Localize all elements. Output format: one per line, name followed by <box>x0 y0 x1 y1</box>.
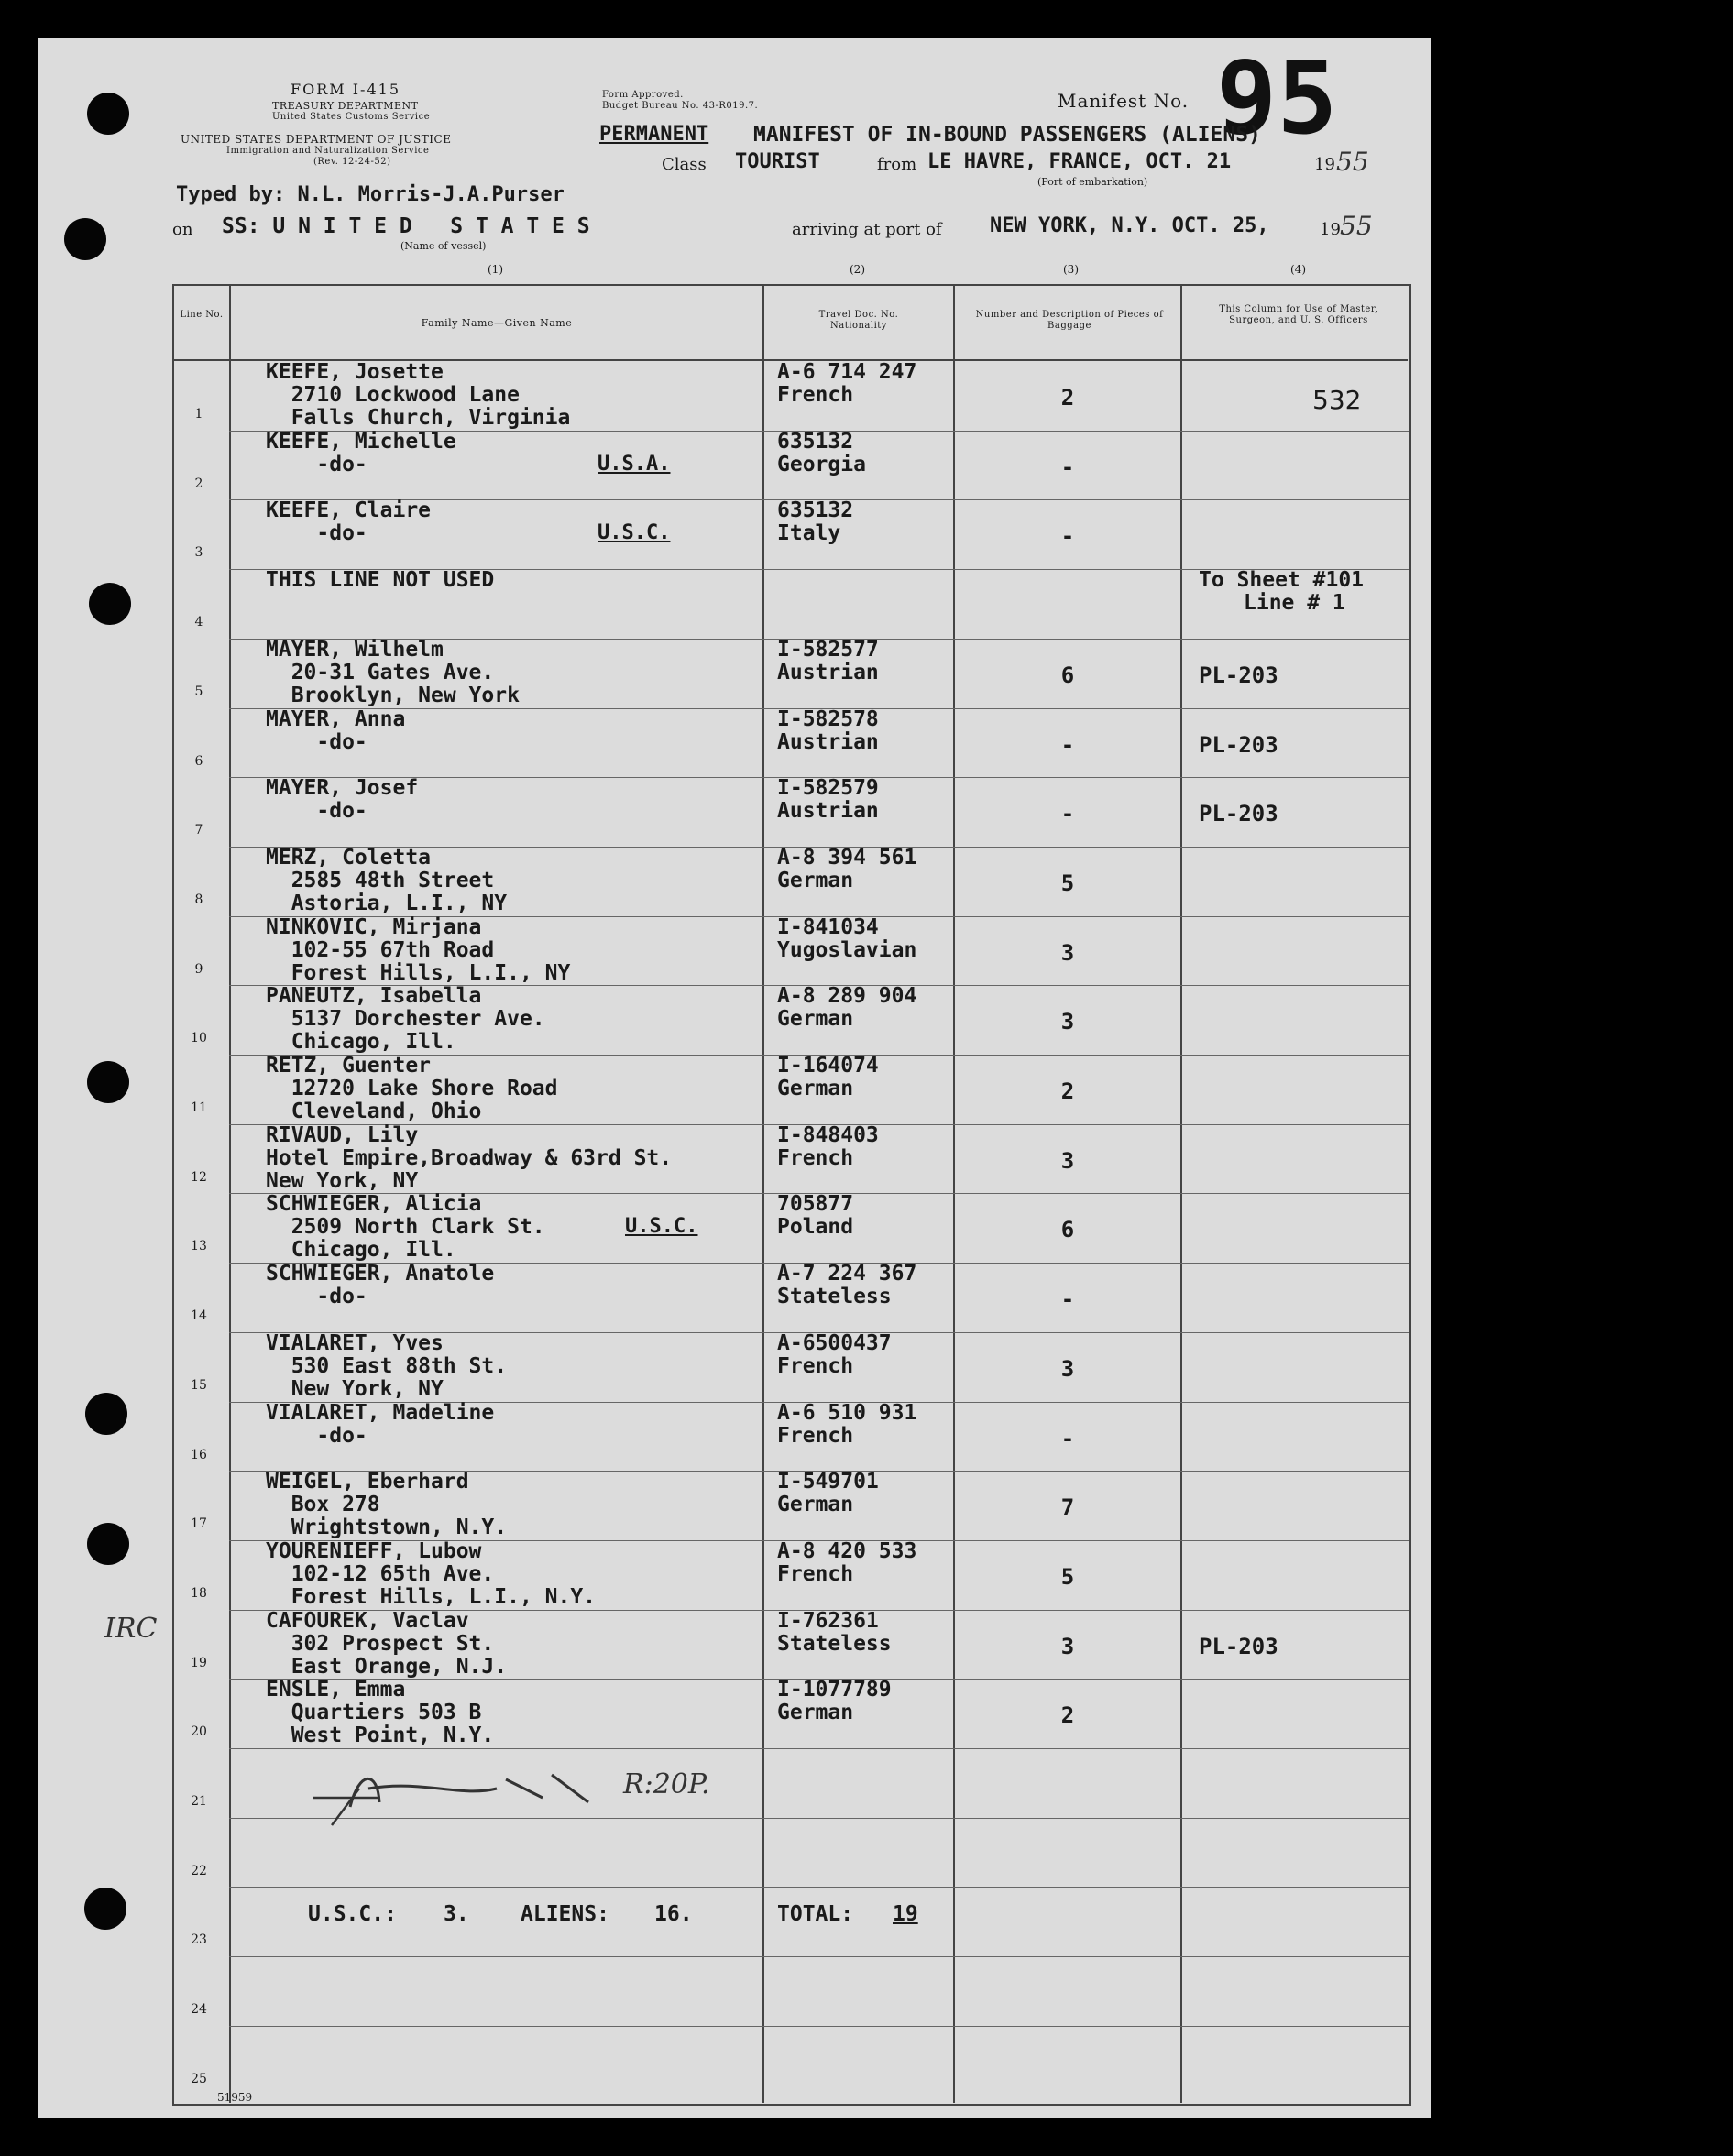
from-year: 55 <box>1336 147 1369 177</box>
manifest-sheet <box>38 38 1431 2118</box>
table-row <box>38 1402 1409 1472</box>
name-line: ENSLE, Emma <box>266 1678 406 1702</box>
name-line: 302 Prospect St. <box>266 1631 495 1656</box>
name-line: West Point, N.Y. <box>266 1724 495 1748</box>
arriving-year-prefix: 19 <box>1320 220 1341 239</box>
travel-doc-number: A-6 510 931 <box>777 1400 917 1425</box>
baggage-count: 7 <box>1060 1494 1075 1521</box>
table-row <box>38 361 1409 431</box>
col-num-1: (1) <box>488 263 503 276</box>
table-row <box>38 1055 1409 1124</box>
name-line: THIS LINE NOT USED <box>266 568 495 593</box>
travel-doc-nationality <box>777 361 916 407</box>
baggage-count: - <box>1060 454 1075 480</box>
baggage-count: - <box>1060 523 1075 550</box>
table-row <box>38 1263 1409 1332</box>
line-number: 18 <box>191 1585 207 1601</box>
line-number: 14 <box>191 1308 207 1324</box>
class-label: Class <box>662 155 707 174</box>
line-number: 2 <box>194 476 203 491</box>
name-line: 530 East 88th St. <box>266 1353 508 1378</box>
baggage-count: 3 <box>1060 1355 1075 1382</box>
margin-note-handwritten: IRC <box>104 1613 158 1645</box>
arriving-value: NEW YORK, N.Y. OCT. 25, <box>990 214 1269 237</box>
binder-hole <box>87 1523 129 1565</box>
table-row <box>38 1887 1409 1956</box>
header-travel-doc: Travel Doc. No. Nationality <box>818 310 899 331</box>
binder-hole <box>89 583 131 625</box>
name-line: Hotel Empire,Broadway & 63rd St. <box>266 1145 673 1170</box>
passenger-name-address <box>266 1332 507 1401</box>
line-number: 7 <box>194 823 203 838</box>
table-row <box>38 1193 1409 1263</box>
table-row <box>38 1956 1409 2026</box>
name-line: MAYER, Josef <box>266 776 419 801</box>
nationality: German <box>777 1493 854 1517</box>
passenger-name-address <box>266 985 545 1054</box>
table-row <box>38 2026 1409 2096</box>
col-num-3: (3) <box>1063 263 1079 276</box>
baggage-count: 2 <box>1060 1078 1075 1104</box>
name-line: KEEFE, Michelle <box>266 429 456 454</box>
passenger-name-address <box>266 639 520 707</box>
dept-treasury: TREASURY DEPARTMENT <box>272 100 419 112</box>
passenger-name-address <box>266 361 570 430</box>
travel-doc-nationality <box>777 847 916 892</box>
passenger-name-address <box>266 1471 507 1539</box>
name-line: 5137 Dorchester Ave. <box>266 1007 545 1032</box>
travel-doc-nationality <box>777 1332 892 1378</box>
header-officers: This Column for Use of Master, Surgeon, and U. S. Officers <box>1219 304 1378 325</box>
nationality: Austrian <box>777 799 879 824</box>
line-number: 3 <box>194 545 203 561</box>
travel-doc-nationality <box>777 1193 853 1239</box>
nationality: Stateless <box>777 1631 892 1656</box>
name-line: East Orange, N.J. <box>266 1654 508 1679</box>
name-line: PANEUTZ, Isabella <box>266 984 482 1009</box>
header-baggage: Number and Description of Pieces of Baggage <box>975 310 1164 331</box>
table-row <box>38 985 1409 1055</box>
officer-note-line4-b: Line # 1 <box>1244 591 1345 615</box>
table-row <box>38 1124 1409 1194</box>
line-number: 20 <box>191 1724 207 1740</box>
name-line: MAYER, Wilhelm <box>266 637 444 662</box>
col-num-4: (4) <box>1290 263 1306 276</box>
name-line: YOURENIEFF, Lubow <box>266 1538 482 1563</box>
name-line: New York, NY <box>266 1376 444 1401</box>
form-approved: Form Approved. <box>602 90 684 100</box>
totals-usc-label: U.S.C.: <box>308 1902 397 1926</box>
travel-doc-nationality <box>777 1540 916 1586</box>
passenger-name-address <box>266 1055 558 1123</box>
travel-doc-nationality <box>777 1679 892 1724</box>
budget-bureau: Budget Bureau No. 43-R019.7. <box>602 101 759 111</box>
line-number: 10 <box>191 1031 207 1046</box>
from-label: from <box>877 155 917 174</box>
name-line: Chicago, Ill. <box>266 1030 456 1055</box>
manifest-title: MANIFEST OF IN-BOUND PASSENGERS (ALIENS) <box>753 123 1261 147</box>
name-line: Forest Hills, L.I., NY <box>266 960 571 985</box>
manifest-no-value: 95 <box>1216 39 1338 157</box>
from-year-prefix: 19 <box>1314 155 1335 174</box>
table-row <box>38 639 1409 708</box>
totals-aliens-value: 16. <box>654 1902 693 1926</box>
form-number: FORM I-415 <box>291 81 400 98</box>
travel-doc-number: A-8 289 904 <box>777 984 917 1009</box>
table-row <box>38 1679 1409 1748</box>
nationality: Austrian <box>777 660 879 684</box>
travel-doc-number: I-582579 <box>777 776 879 801</box>
line-number: 16 <box>191 1447 207 1462</box>
table-row <box>38 777 1409 847</box>
name-line: -do- <box>266 799 367 824</box>
name-line: 2509 North Clark St. <box>266 1215 545 1240</box>
baggage-count: 5 <box>1060 870 1075 896</box>
line-number: 11 <box>191 1100 207 1115</box>
from-value: LE HAVRE, FRANCE, OCT. 21 <box>927 150 1232 173</box>
nationality: Italy <box>777 521 841 546</box>
travel-doc-number: I-762361 <box>777 1608 879 1633</box>
table-row <box>38 1471 1409 1540</box>
line-number: 21 <box>191 1794 207 1809</box>
name-line: 20-31 Gates Ave. <box>266 660 495 684</box>
passenger-name-address <box>266 1610 507 1679</box>
name-line: Astoria, L.I., NY <box>266 891 508 915</box>
line-number: 9 <box>194 961 203 977</box>
header-line-no: Line No. <box>180 310 224 320</box>
name-line: SCHWIEGER, Anatole <box>266 1262 495 1286</box>
nationality: Yugoslavian <box>777 937 917 962</box>
travel-doc-number: I-848403 <box>777 1122 879 1147</box>
travel-doc-number: A-8 420 533 <box>777 1538 917 1563</box>
dept-ins: Immigration and Naturalization Service <box>226 146 430 156</box>
totals-total-label: TOTAL: <box>777 1902 854 1926</box>
name-line: KEEFE, Claire <box>266 498 432 523</box>
line-number: 4 <box>194 615 203 630</box>
name-line: Brooklyn, New York <box>266 683 520 707</box>
line-number: 12 <box>191 1169 207 1185</box>
nationality: French <box>777 383 854 407</box>
nationality: French <box>777 1561 854 1586</box>
passenger-name-address <box>266 847 507 915</box>
nationality: German <box>777 868 854 892</box>
line-number: 24 <box>191 2002 207 2018</box>
officer-note-line4-a: To Sheet #101 <box>1199 568 1365 592</box>
officer-use: PL-203 <box>1199 801 1278 827</box>
name-line: RIVAUD, Lily <box>266 1122 419 1147</box>
table-row <box>38 1748 1409 1818</box>
travel-doc-number: 705877 <box>777 1192 854 1217</box>
binder-hole <box>64 218 106 260</box>
name-line: MERZ, Coletta <box>266 845 432 870</box>
travel-doc-number: 635132 <box>777 429 854 454</box>
dept-justice: UNITED STATES DEPARTMENT OF JUSTICE <box>181 133 452 146</box>
citizenship-note: U.S.C. <box>625 1215 698 1239</box>
baggage-count: 2 <box>1060 1702 1075 1729</box>
name-line: Wrightstown, N.Y. <box>266 1516 508 1540</box>
footer-code: 51959 <box>217 2091 253 2104</box>
name-line: -do- <box>266 521 367 546</box>
passenger-name-address <box>266 1263 494 1308</box>
nationality: German <box>777 1007 854 1032</box>
baggage-count: - <box>1060 1286 1075 1313</box>
name-line: WEIGEL, Eberhard <box>266 1470 469 1494</box>
table-row <box>38 708 1409 778</box>
baggage-count: - <box>1060 801 1075 827</box>
typed-by: Typed by: N.L. Morris-J.A.Purser <box>176 183 565 206</box>
col-num-2: (2) <box>850 263 865 276</box>
binder-hole <box>87 93 129 135</box>
officer-use: PL-203 <box>1199 662 1278 688</box>
table-row <box>38 847 1409 916</box>
travel-doc-number: I-549701 <box>777 1470 879 1494</box>
travel-doc-number: A-6500437 <box>777 1330 892 1355</box>
line-number: 22 <box>191 1863 207 1878</box>
nationality: French <box>777 1423 854 1448</box>
name-line: -do- <box>266 1285 367 1309</box>
baggage-count: 3 <box>1060 1633 1075 1659</box>
nationality: German <box>777 1077 854 1100</box>
name-line: RETZ, Guenter <box>266 1054 432 1078</box>
port-embark-caption: (Port of embarkation) <box>1037 176 1148 188</box>
travel-doc-nationality <box>777 1055 879 1100</box>
table-row <box>38 1540 1409 1610</box>
officer-use: PL-203 <box>1199 731 1278 758</box>
travel-doc-number: A-6 714 247 <box>777 360 917 384</box>
nationality: German <box>777 1701 854 1725</box>
baggage-count: 2 <box>1060 385 1075 410</box>
name-line: Forest Hills, L.I., N.Y. <box>266 1584 597 1609</box>
line-number: 1 <box>194 407 203 421</box>
travel-doc-nationality <box>777 1124 879 1170</box>
table-row <box>38 499 1409 569</box>
passenger-name-address <box>266 1193 545 1262</box>
officer-use: PL-203 <box>1199 1633 1278 1659</box>
passenger-name-address <box>266 777 418 823</box>
binder-hole <box>85 1393 127 1435</box>
table-row <box>38 1818 1409 1888</box>
signature-handwritten: R:20P. <box>623 1768 710 1800</box>
totals-aliens-label: ALIENS: <box>521 1902 609 1926</box>
travel-doc-number: I-1077789 <box>777 1678 892 1702</box>
passenger-name-address <box>266 431 456 476</box>
name-line: -do- <box>266 452 367 476</box>
name-line: 2710 Lockwood Lane <box>266 383 520 407</box>
dept-customs: United States Customs Service <box>272 112 431 122</box>
travel-doc-nationality <box>777 1402 916 1448</box>
name-line: New York, NY <box>266 1168 419 1193</box>
passenger-name-address <box>266 1402 494 1448</box>
totals-total-value: 19 <box>893 1902 918 1926</box>
travel-doc-number: I-582578 <box>777 706 879 731</box>
line-number: 19 <box>191 1655 207 1670</box>
name-line: Quartiers 503 B <box>266 1701 482 1725</box>
travel-doc-nationality <box>777 708 879 754</box>
baggage-count: 3 <box>1060 939 1075 966</box>
line-number: 23 <box>191 1932 207 1948</box>
nationality: Stateless <box>777 1285 892 1309</box>
baggage-count: 6 <box>1060 1217 1075 1243</box>
baggage-count: - <box>1060 731 1075 758</box>
travel-doc-number: 635132 <box>777 498 854 523</box>
nationality: French <box>777 1353 854 1378</box>
binder-hole <box>87 1061 129 1103</box>
passenger-name-address <box>266 569 494 592</box>
travel-doc-nationality <box>777 1610 892 1656</box>
line-number: 13 <box>191 1239 207 1254</box>
nationality: Austrian <box>777 729 879 754</box>
nationality: French <box>777 1145 854 1170</box>
vessel-name: SS: U N I T E D S T A T E S <box>222 214 590 238</box>
line-number: 6 <box>194 753 203 769</box>
line-number: 25 <box>191 2071 207 2086</box>
vessel-caption: (Name of vessel) <box>400 240 487 252</box>
travel-doc-nationality <box>777 499 853 545</box>
passenger-name-address <box>266 708 405 754</box>
baggage-count: 5 <box>1060 1563 1075 1590</box>
baggage-count: 3 <box>1060 1009 1075 1035</box>
nationality: Georgia <box>777 452 866 476</box>
class-value: TOURIST <box>735 150 820 173</box>
name-line: CAFOUREK, Vaclav <box>266 1608 469 1633</box>
on-label: on <box>172 220 193 239</box>
name-line: -do- <box>266 1423 367 1448</box>
name-line: VIALARET, Madeline <box>266 1400 495 1425</box>
name-line: VIALARET, Yves <box>266 1330 444 1355</box>
travel-doc-number: I-164074 <box>777 1054 879 1078</box>
name-line: Falls Church, Virginia <box>266 406 571 430</box>
travel-doc-number: I-841034 <box>777 914 879 939</box>
form-rev: (Rev. 12-24-52) <box>313 157 391 167</box>
line-number: 17 <box>191 1516 207 1532</box>
travel-doc-nationality <box>777 985 916 1031</box>
name-line: 2585 48th Street <box>266 868 495 892</box>
name-line: Box 278 <box>266 1493 380 1517</box>
name-line: Cleveland, Ohio <box>266 1100 482 1123</box>
binder-hole <box>84 1888 126 1930</box>
citizenship-note: U.S.C. <box>598 521 671 545</box>
line-number: 15 <box>191 1377 207 1393</box>
passenger-name-address <box>266 1540 596 1609</box>
travel-doc-nationality <box>777 1263 916 1308</box>
passenger-name-address <box>266 1124 672 1193</box>
nationality: Poland <box>777 1215 854 1240</box>
manifest-no-label: Manifest No. <box>1058 90 1190 112</box>
passenger-name-address <box>266 1679 494 1747</box>
table-row <box>38 1332 1409 1402</box>
name-line: MAYER, Anna <box>266 706 406 731</box>
travel-doc-number: I-582577 <box>777 637 879 662</box>
name-line: -do- <box>266 729 367 754</box>
name-line: 102-12 65th Ave. <box>266 1561 495 1586</box>
line-number: 8 <box>194 892 203 907</box>
travel-doc-nationality <box>777 916 916 962</box>
baggage-count: 3 <box>1060 1147 1075 1174</box>
header-family-name: Family Name—Given Name <box>421 317 573 329</box>
table-row <box>38 1610 1409 1680</box>
passenger-rows <box>38 361 1431 2102</box>
travel-doc-nationality <box>777 777 879 823</box>
table-row <box>38 916 1409 986</box>
name-line: KEEFE, Josette <box>266 360 444 384</box>
arriving-label: arriving at port of <box>792 220 942 239</box>
totals-usc-value: 3. <box>444 1902 469 1926</box>
travel-doc-nationality <box>777 639 879 684</box>
travel-doc-number: A-7 224 367 <box>777 1262 917 1286</box>
travel-doc-nationality <box>777 431 866 476</box>
passenger-name-address <box>266 499 431 545</box>
title-prefix: PERMANENT <box>599 123 709 146</box>
table-row <box>38 431 1409 500</box>
passenger-name-address <box>266 916 570 985</box>
baggage-count: 6 <box>1060 662 1075 688</box>
citizenship-note: U.S.A. <box>598 452 671 476</box>
name-line: Chicago, Ill. <box>266 1238 456 1263</box>
name-line: 102-55 67th Road <box>266 937 495 962</box>
signature-scribble <box>313 1761 643 1834</box>
arriving-year: 55 <box>1340 211 1373 241</box>
name-line: NINKOVIC, Mirjana <box>266 914 482 939</box>
travel-doc-nationality <box>777 1471 879 1516</box>
officer-use: 532 <box>1312 385 1362 415</box>
name-line: 12720 Lake Shore Road <box>266 1077 558 1100</box>
name-line: SCHWIEGER, Alicia <box>266 1192 482 1217</box>
travel-doc-number: A-8 394 561 <box>777 845 917 870</box>
line-number: 5 <box>194 684 203 699</box>
baggage-count: - <box>1060 1425 1075 1451</box>
